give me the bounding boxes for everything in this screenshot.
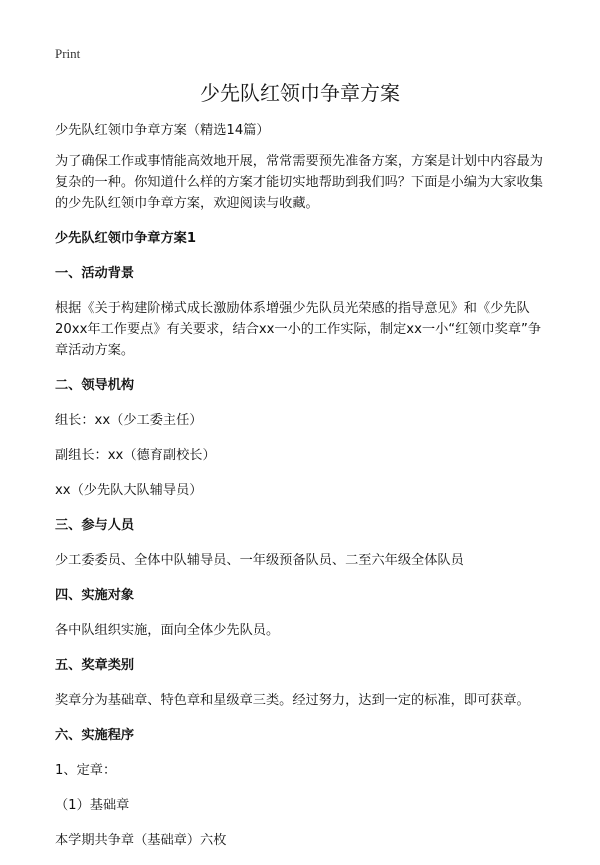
- heading-procedure: 六、实施程序: [55, 728, 135, 743]
- paragraph-target: 各中队组织实施，面向全体少先队员。: [55, 623, 280, 638]
- page-title: 少先队红领巾争章方案: [200, 81, 400, 105]
- leader-line: 组长：xx（少工委主任）: [55, 413, 203, 428]
- procedure-step-1-1-detail: 本学期共争章（基础章）六枚: [55, 833, 227, 848]
- heading-activity-background: 一、活动背景: [55, 266, 135, 281]
- heading-target: 四、实施对象: [55, 588, 135, 603]
- heading-leadership: 二、领导机构: [55, 378, 135, 393]
- procedure-step-1: 1、定章：: [55, 763, 117, 778]
- deputy-leader-line: 副组长：xx（德育副校长）: [55, 448, 216, 463]
- intro-paragraph: 为了确保工作或事情能高效地开展，常常需要预先准备方案，方案是计划中内容最为复杂的一种。你知道什么样的方案才能切实地帮助到我们吗？下面是小编为大家收集的少先队红领巾争章方案，欢迎阅读与收藏。: [55, 154, 543, 211]
- section-title: 少先队红领巾争章方案1: [55, 231, 197, 246]
- document-body: [55, 120, 550, 865]
- paragraph-activity-background: 根据《关于构建阶梯式成长激励体系增强少先队员光荣感的指导意见》和《少先队20xx年工作要点》有关要求，结合xx一小的工作实际，制定xx一小“红领巾奖章”争章活动方案。: [55, 301, 542, 358]
- document-subtitle: 少先队红领巾争章方案（精选14篇）: [55, 123, 270, 138]
- heading-participants: 三、参与人员: [55, 518, 135, 533]
- print-label: Print: [55, 46, 81, 61]
- counselor-line: xx（少先队大队辅导员）: [55, 483, 203, 498]
- paragraph-badge-types: 奖章分为基础章、特色章和星级章三类。经过努力，达到一定的标准，即可获章。: [55, 693, 530, 708]
- paragraph-participants: 少工委委员、全体中队辅导员、一年级预备队员、二至六年级全体队员: [55, 553, 464, 568]
- procedure-step-1-1: （1）基础章: [55, 798, 130, 813]
- heading-badge-types: 五、奖章类别: [55, 658, 135, 673]
